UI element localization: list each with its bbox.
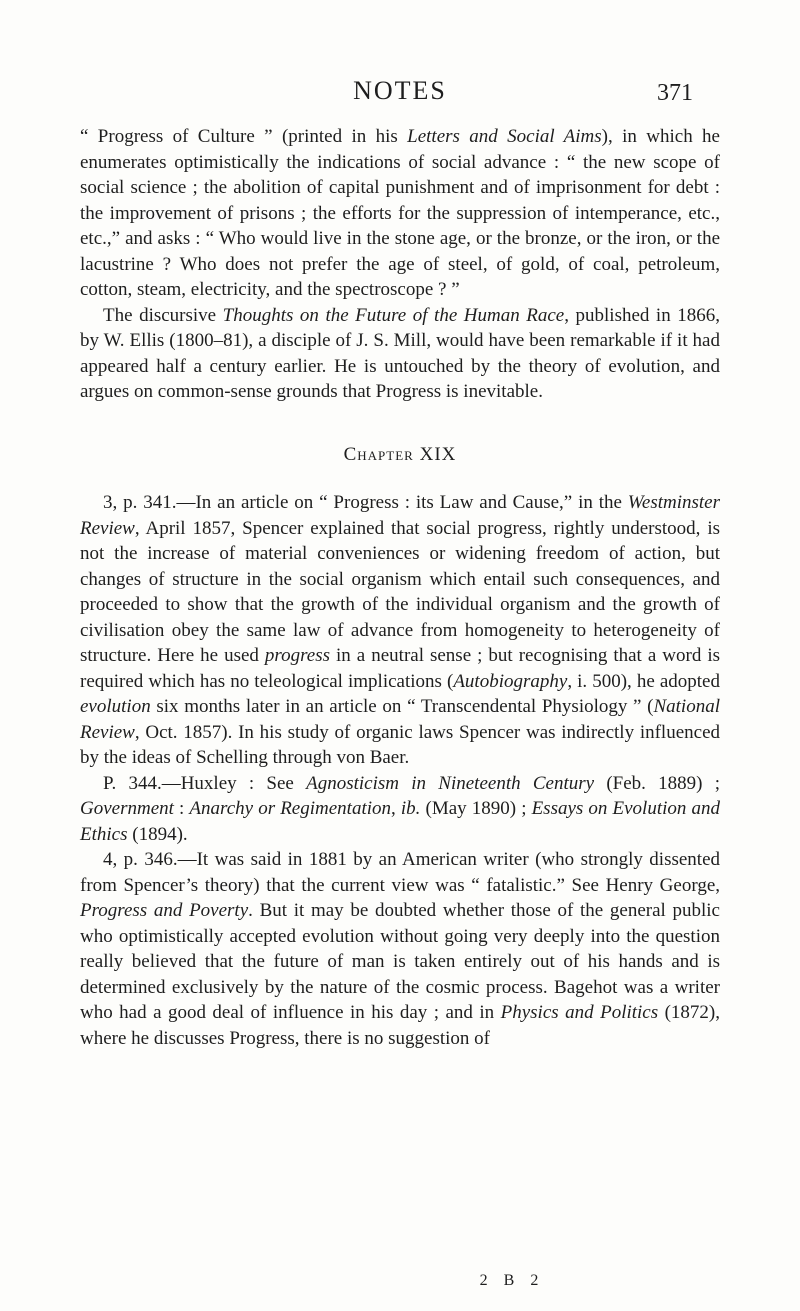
italic-word: evolution xyxy=(80,696,151,717)
text-run: “ Progress of Culture ” (printed in his xyxy=(80,126,408,147)
italic-title: Progress and Poverty xyxy=(80,900,249,921)
text-run: , Oct. 1857). In his study of organic laws Spencer was indirectly influenced by the ideas of Schelling through von Baer. xyxy=(80,721,720,768)
chapter-heading: Chapter XIX xyxy=(343,443,457,465)
text-run: 4, p. 346.—It was said in 1881 by an American writer (who strongly dissented from Spencer’s theory) that the current view was “ fatalistic.” See Henry George, xyxy=(80,849,720,896)
text-run: ), in which he enumerates optimistically the indications of social advance : “ the new scope of social science ; the abolition of capital punishment and of imprisonment for debt : the improvement of prisons ; the efforts for the suppression of intemperance, etc., etc.,” and asks : “ Who would live in the stone age, or the bronze, or the iron, or the lacustrine ? Who does not prefer the age of steel, of gold, of coal, petroleum, cotton, steam, electricity, and the spectroscope ? ” xyxy=(80,126,720,300)
text-run: P. 344.—Huxley : See xyxy=(103,772,307,794)
text-run: six months later in an article on “ Transcendental Physiology ” ( xyxy=(150,696,654,717)
text-run: (1872), where he discusses Progress, there is no suggestion of xyxy=(80,1002,721,1049)
italic-title: Anarchy or Regimentation xyxy=(189,798,391,819)
paragraph-note-344 xyxy=(80,771,720,848)
italic-title: Westminster Review xyxy=(80,492,720,539)
italic-title: National Review xyxy=(80,696,720,743)
text-run: The discursive xyxy=(103,304,223,326)
text-run: in a neutral sense ; but recognising that a word is required which has no teleological implications ( xyxy=(80,645,720,692)
italic-title: Thoughts on the Future of the Human Race xyxy=(222,304,565,326)
italic-word: ib. xyxy=(400,798,421,819)
text-run: . But it may be doubted whether those of the general public who optimistically accepted evolution without going very deeply into the question really believed that the future of man is taken entirely out of his hands and is determined exclusively by the nature of the cosmic process. Bagehot was a writer who had a good deal of influence in his day ; and in xyxy=(80,900,720,1023)
paragraph-note-341 xyxy=(80,490,720,771)
paragraph-ellis xyxy=(80,303,720,405)
text-run: , published in 1866, by W. Ellis (1800–81), a disciple of J. S. Mill, would have been remarkable if it had appeared half a century earlier. He is untouched by the theory of evolution, and argues on common-sense grounds that Progress is inevitable. xyxy=(80,304,720,402)
text-run: : xyxy=(173,798,190,819)
text-run: (1894). xyxy=(127,823,188,845)
italic-title: Government xyxy=(80,798,174,819)
running-head: NOTES xyxy=(353,76,447,105)
italic-title: Physics and Politics xyxy=(500,1002,659,1023)
text-run: , xyxy=(391,798,401,819)
text-run: , April 1857, Spencer explained that social progress, rightly understood, is not the increase of material conveniences or widening freedom of action, but changes of structure in the social organism which entail such consequences, and proceeded to show that the growth of the individual organism and the growth of civilisation obey the same law of advance from homogeneity to heterogeneity of structure. Here he used xyxy=(80,517,720,666)
italic-title: Autobiography xyxy=(453,670,568,692)
text-run: (May 1890) ; xyxy=(420,798,532,819)
paragraph-note-346 xyxy=(80,847,720,1051)
signature-mark: 2 B 2 xyxy=(479,1272,545,1289)
text-run: (Feb. 1889) ; xyxy=(594,772,721,794)
page-number: 371 xyxy=(657,80,693,106)
italic-word: progress xyxy=(264,645,331,666)
paragraph-progress-of-culture xyxy=(80,124,720,303)
text-run: 3, p. 341.—In an article on “ Progress : its Law and Cause,” in the xyxy=(103,492,628,513)
italic-title: Letters and Social Aims xyxy=(407,126,602,147)
italic-title: Essays on Evolution and Ethics xyxy=(80,798,720,845)
body-text xyxy=(80,124,720,1051)
text-run: , i. 500), he adopted xyxy=(567,670,720,692)
italic-title: Agnosticism in Nineteenth Century xyxy=(306,772,595,794)
